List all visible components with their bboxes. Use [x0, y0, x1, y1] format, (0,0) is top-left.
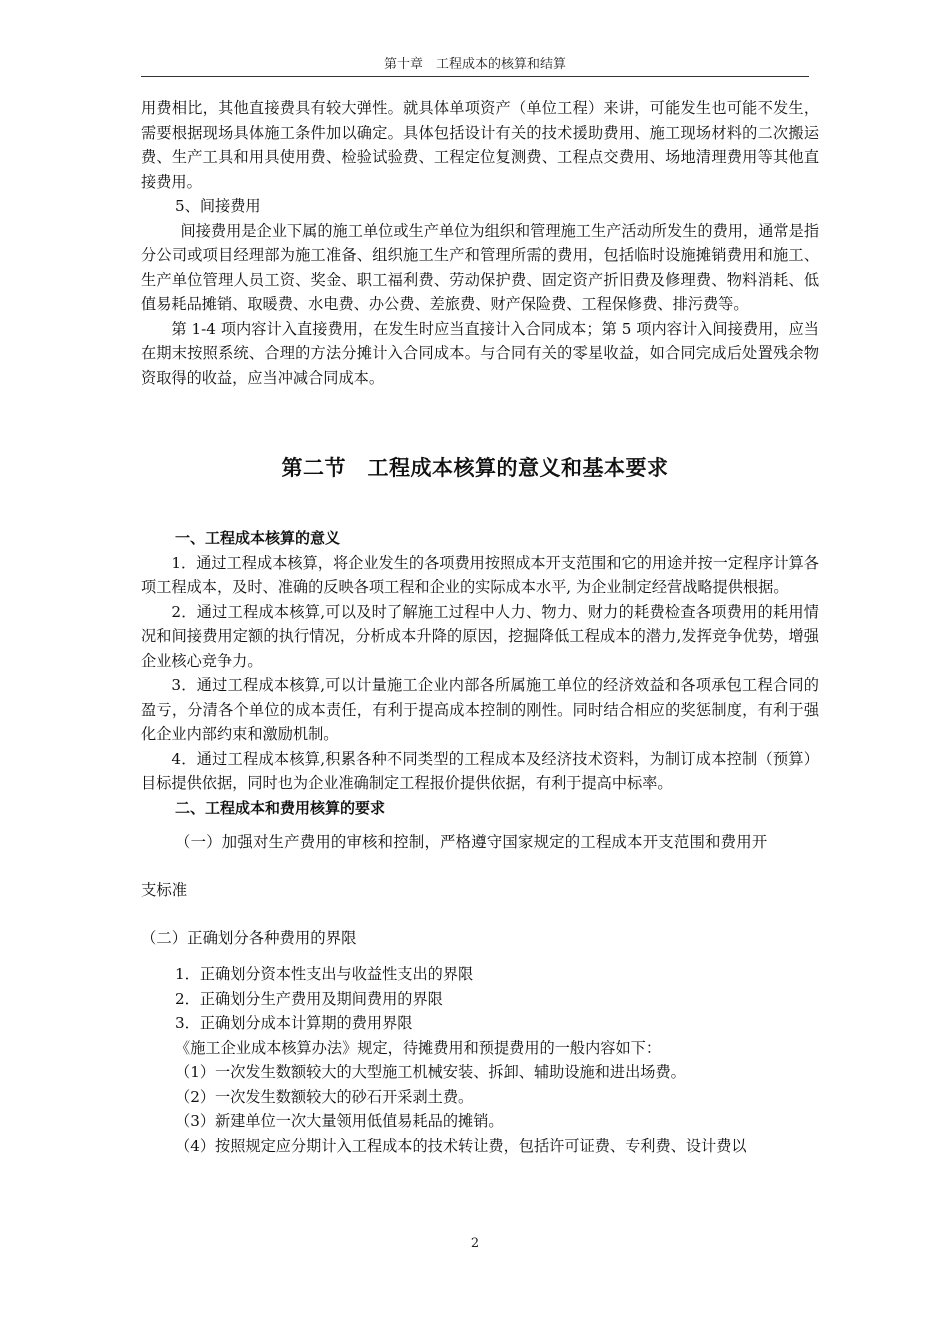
boundary-item-1: 1．正确划分资本性支出与收益性支出的界限	[175, 965, 474, 983]
paragraph-other-direct-costs: 用费相比，其他直接费具有较大弹性。就具体单项资产（单位工程）来讲，可能发生也可能不发生，需要根据现场具体施工条件加以确定。具体包括设计有关的技术援助费用、施工现场材料的二次搬运费、生产工具和用具使用费、检验试验费、工程定位复测费、工程点交费用、场地清理费用等其他直接费用。	[141, 99, 819, 191]
boundary-item-2: 2．正确划分生产费用及期间费用的界限	[175, 989, 443, 1008]
subheading-significance: 一、工程成本核算的意义	[175, 529, 341, 547]
deferred-item-3: （3）新建单位一次大量领用低值易耗品的摊销。	[175, 1112, 504, 1130]
requirement-2: （二）正确划分各种费用的界限	[141, 929, 357, 947]
deferred-item-1: （1）一次发生数额较大的大型施工机械安装、拆卸、辅助设施和进出场费。	[175, 1063, 686, 1081]
requirement-1-line-a: （一）加强对生产费用的审核和控制，严格遵守国家规定的工程成本开支范围和费用开	[175, 833, 768, 851]
body-part-1	[141, 96, 819, 390]
list-item-2: 2．通过工程成本核算,可以及时了解施工过程中人力、物力、财力的耗费检查各项费用的耗用情况和间接费用定额的执行情况，分析成本升降的原因，挖掘降低工程成本的潜力,发挥竞争优势，增强企业核心竞争力。	[141, 602, 819, 670]
deferred-items-list	[141, 1060, 819, 1158]
list-item-4: 4．通过工程成本核算,积累各种不同类型的工程成本及经济技术资料，为制订成本控制（预算）目标提供依据，同时也为企业准确制定工程报价提供依据，有利于提高中标率。	[141, 749, 819, 792]
deferred-item-4: （4）按照规定应分期计入工程成本的技术转让费，包括许可证费、专利费、设计费以	[175, 1136, 747, 1155]
requirement-2-list	[141, 962, 819, 1060]
subheading-requirements: 二、工程成本和费用核算的要求	[175, 798, 386, 817]
item-heading-indirect-costs: 5、间接费用	[175, 197, 261, 215]
regulation-intro: 《施工企业成本核算办法》规定，待摊费用和预提费用的一般内容如下：	[175, 1038, 661, 1057]
deferred-item-2: （2）一次发生数额较大的砂石开采剥土费。	[175, 1087, 474, 1106]
list-item-1: 1．通过工程成本核算，将企业发生的各项费用按照成本开支范围和它的用途并按一定程序计算各项工程成本，及时、准确的反映各项工程和企业的实际成本水平, 为企业制定经营战略提供根据。	[141, 553, 819, 596]
boundary-item-3: 3．正确划分成本计算期的费用界限	[175, 1014, 413, 1032]
paragraph-indirect-costs: 间接费用是企业下属的施工单位或生产单位为组织和管理施工生产活动所发生的费用，通常是指分公司或项目经理部为施工准备、组织施工生产和管理所需的费用，包括临时设施摊销费用和施工、生产单位管理人员工资、奖金、职工福利费、劳动保护费、固定资产折旧费及修理费、物料消耗、低值易耗品摊销、取暖费、水电费、办公费、差旅费、财产保险费、工程保修费、排污费等。	[141, 221, 819, 313]
section-title: 第二节 工程成本核算的意义和基本要求	[281, 456, 669, 480]
page-number: 2	[470, 1236, 480, 1251]
paragraph-allocation: 第 1-4 项内容计入直接费用，在发生时应当直接计入合同成本；第 5 项内容计入间接费用，应当在期末按照系统、合理的方法分摊计入合同成本。与合同有关的零星收益，如合同完成后处置残余物资取得的收益，应当冲减合同成本。	[141, 319, 819, 387]
requirement-1-line-b: 支标准	[141, 881, 188, 899]
body-part-2	[141, 526, 819, 1158]
list-item-3: 3．通过工程成本核算,可以计量施工企业内部各所属施工单位的经济效益和各项承包工程合同的盈亏，分清各个单位的成本责任，有利于提高成本控制的刚性。同时结合相应的奖惩制度，有利于强化企业内部约束和激励机制。	[141, 676, 819, 743]
running-header: 第十章 工程成本的核算和结算	[141, 53, 809, 77]
